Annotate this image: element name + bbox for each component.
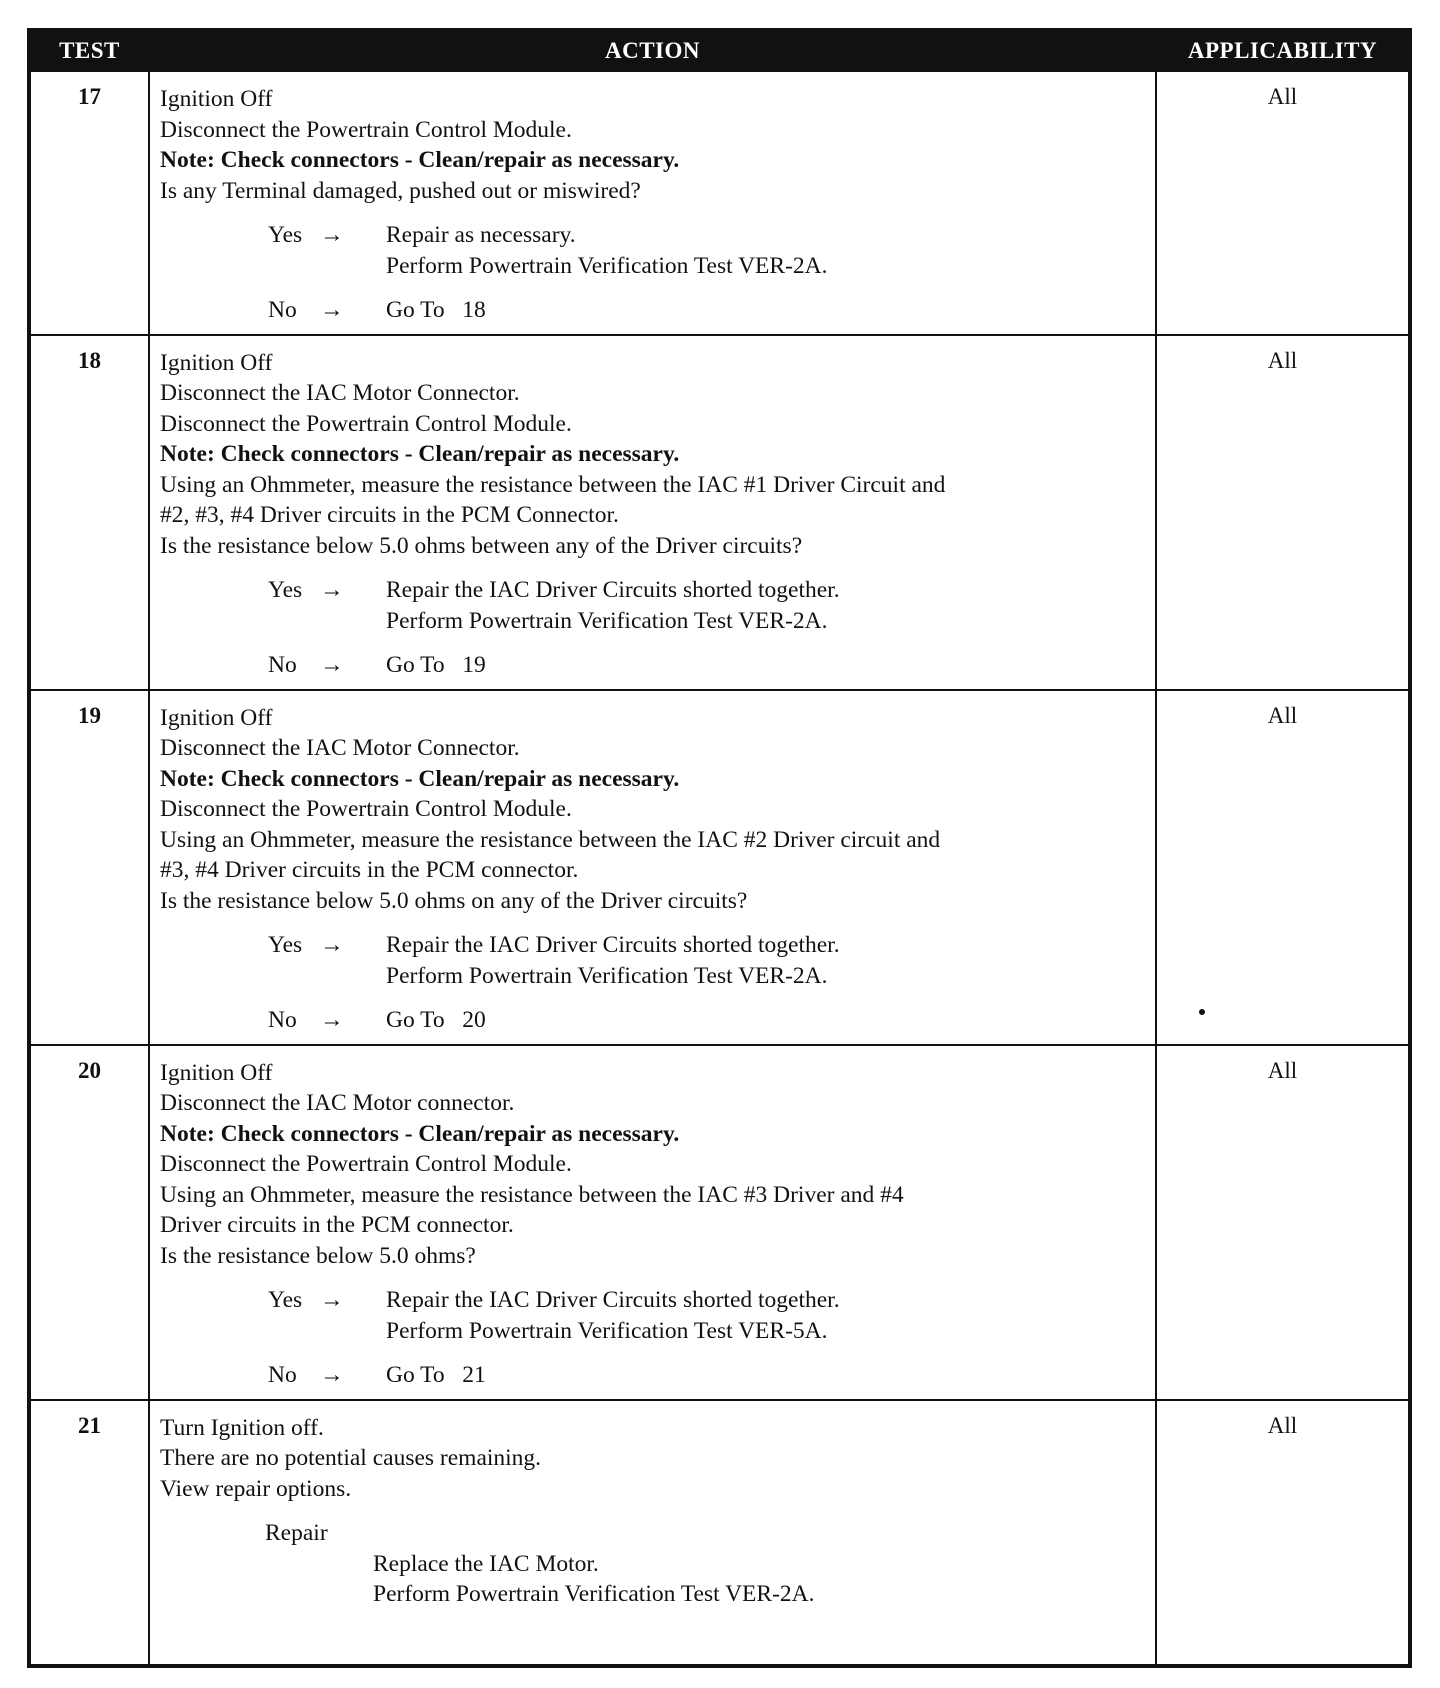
header-test: TEST: [29, 30, 149, 71]
no-label: No: [268, 1362, 297, 1388]
action-line: Using an Ohmmeter, measure the resistance between the IAC #1 Driver Circuit and: [160, 471, 946, 498]
action-cell: [149, 690, 1156, 1045]
yes-label: Yes: [268, 577, 303, 603]
action-line: Turn Ignition off.: [160, 1414, 324, 1441]
action-line: Using an Ohmmeter, measure the resistance between the IAC #2 Driver circuit and: [160, 826, 941, 853]
action-line: Disconnect the IAC Motor Connector.: [160, 735, 520, 761]
test-number: 21: [29, 1400, 149, 1667]
repair-options: [265, 1518, 1147, 1610]
diagnostic-test-table: [27, 28, 1412, 1668]
yes-line: Repair the IAC Driver Circuits shorted together.: [386, 577, 840, 603]
table-row: [29, 1400, 1410, 1667]
applicability-value: All: [1156, 71, 1410, 335]
yes-outcome: [268, 575, 1147, 636]
action-cell: [149, 71, 1156, 335]
repair-label: Repair: [265, 1520, 328, 1546]
action-cell: [149, 335, 1156, 690]
scan-speck: [1199, 1009, 1205, 1015]
action-line: Disconnect the IAC Motor Connector.: [160, 380, 520, 406]
yes-label: Yes: [268, 1287, 303, 1313]
no-outcome: [268, 1360, 1147, 1391]
note-line: Note: Check connectors - Clean/repair as necessary.: [160, 765, 680, 792]
action-question: Is the resistance below 5.0 ohms on any of the Driver circuits?: [160, 887, 748, 914]
arrow-icon: →: [320, 1007, 344, 1033]
arrow-icon: →: [320, 297, 344, 323]
repair-line: Replace the IAC Motor.: [373, 1550, 599, 1577]
action-question: Is any Terminal damaged, pushed out or miswired?: [160, 177, 641, 204]
action-line: #3, #4 Driver circuits in the PCM connector.: [160, 857, 579, 883]
goto-target: 19: [462, 652, 486, 678]
table-row: [29, 335, 1410, 690]
goto-target: 18: [462, 297, 486, 323]
table-row: [29, 71, 1410, 335]
yes-line: Perform Powertrain Verification Test VER-2A.: [386, 607, 828, 634]
action-line: Ignition Off: [160, 704, 273, 731]
yes-line: Perform Powertrain Verification Test VER-2A.: [386, 252, 828, 279]
action-cell: [149, 1045, 1156, 1400]
no-label: No: [268, 297, 297, 323]
arrow-icon: →: [320, 932, 344, 958]
action-line: Using an Ohmmeter, measure the resistance between the IAC #3 Driver and #4: [160, 1181, 904, 1208]
arrow-icon: →: [320, 1287, 344, 1313]
no-label: No: [268, 1007, 297, 1033]
action-line: Ignition Off: [160, 349, 273, 376]
applicability-value: All: [1156, 690, 1410, 1045]
no-outcome: [268, 650, 1147, 681]
action-line: Ignition Off: [160, 86, 273, 112]
action-line: #2, #3, #4 Driver circuits in the PCM Connector.: [160, 502, 619, 528]
yes-line: Repair the IAC Driver Circuits shorted together.: [386, 1287, 840, 1313]
repair-line: Perform Powertrain Verification Test VER-2A.: [373, 1581, 815, 1607]
action-line: There are no potential causes remaining.: [160, 1445, 542, 1471]
test-number: 18: [29, 335, 149, 690]
no-label: No: [268, 652, 297, 678]
applicability-value: All: [1156, 335, 1410, 690]
yes-label: Yes: [268, 932, 303, 958]
action-line: Disconnect the IAC Motor connector.: [160, 1090, 515, 1116]
arrow-icon: →: [320, 652, 344, 678]
yes-label: Yes: [268, 222, 303, 248]
yes-line: Perform Powertrain Verification Test VER-5A.: [386, 1317, 828, 1344]
action-line: Ignition Off: [160, 1059, 273, 1086]
goto-label: Go To: [386, 1362, 445, 1388]
header-applicability: APPLICABILITY: [1156, 30, 1410, 71]
arrow-icon: →: [320, 222, 344, 248]
arrow-icon: →: [320, 577, 344, 603]
note-line: Note: Check connectors - Clean/repair as necessary.: [160, 441, 680, 467]
table-row: [29, 1045, 1410, 1400]
table-row: [29, 690, 1410, 1045]
goto-target: 21: [462, 1362, 486, 1388]
goto-label: Go To: [386, 652, 445, 678]
action-line: Disconnect the Powertrain Control Module.: [160, 116, 572, 143]
no-outcome: [268, 295, 1147, 326]
action-question: Is the resistance below 5.0 ohms?: [160, 1242, 476, 1269]
goto-target: 20: [462, 1007, 486, 1033]
yes-line: Perform Powertrain Verification Test VER-2A.: [386, 962, 828, 989]
action-line: Disconnect the Powertrain Control Module.: [160, 1151, 572, 1177]
yes-outcome: [268, 930, 1147, 991]
goto-label: Go To: [386, 1007, 445, 1033]
yes-line: Repair the IAC Driver Circuits shorted together.: [386, 932, 840, 958]
action-cell: [149, 1400, 1156, 1667]
arrow-icon: →: [320, 1362, 344, 1388]
action-line: Disconnect the Powertrain Control Module.: [160, 796, 572, 822]
note-line: Note: Check connectors - Clean/repair as necessary.: [160, 147, 680, 173]
yes-outcome: [268, 1285, 1147, 1346]
test-number: 19: [29, 690, 149, 1045]
header-action: ACTION: [149, 30, 1156, 71]
action-line: Driver circuits in the PCM connector.: [160, 1212, 514, 1238]
applicability-value: All: [1156, 1045, 1410, 1400]
note-line: Note: Check connectors - Clean/repair as necessary.: [160, 1120, 680, 1147]
action-line: View repair options.: [160, 1475, 352, 1502]
action-line: Disconnect the Powertrain Control Module.: [160, 410, 572, 437]
table-header-row: [29, 30, 1410, 71]
no-outcome: [268, 1005, 1147, 1036]
test-number: 20: [29, 1045, 149, 1400]
goto-label: Go To: [386, 297, 445, 323]
action-question: Is the resistance below 5.0 ohms between any of the Driver circuits?: [160, 532, 803, 559]
test-number: 17: [29, 71, 149, 335]
applicability-value: All: [1156, 1400, 1410, 1667]
yes-outcome: [268, 220, 1147, 281]
yes-line: Repair as necessary.: [386, 222, 576, 248]
